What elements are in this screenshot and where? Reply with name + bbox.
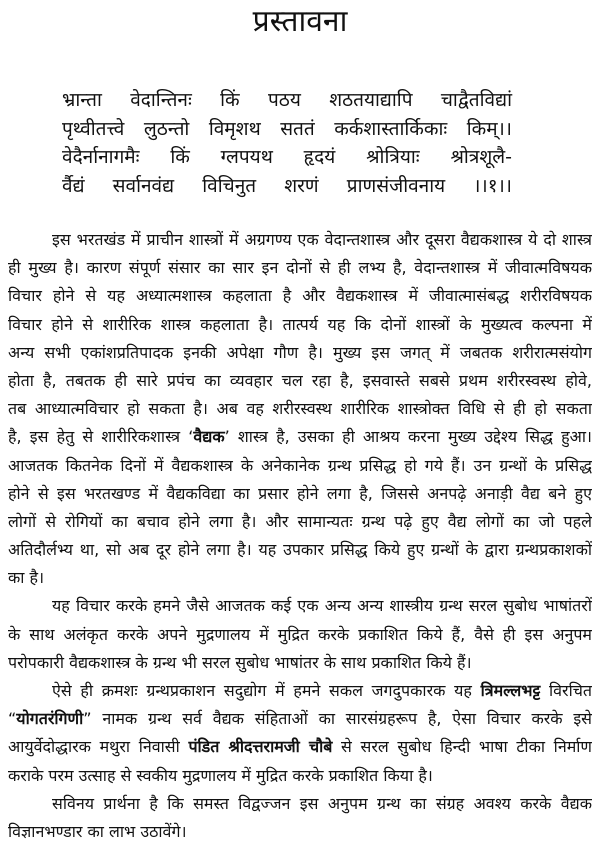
text-segment: ” नामक ग्रन्थ सर्व वैद्यक संहिताओं का सारसंग्रहरूप है, ऐसा विचार करके इसे bbox=[83, 709, 592, 729]
text-segment: यह विचार करके हमने जैसे आजतक कई एक अन्य अन्य शास्त्रीय ग्रन्थ सरल सुबोध भाषांतरों bbox=[52, 596, 592, 616]
text-line bbox=[8, 564, 592, 592]
text-line bbox=[8, 226, 592, 254]
text-segment: अन्य सभी एकांशप्रतिपादक इनकी अपेक्षा गौण है। मुख्य इस जगत् में जबतक शरीरात्मसंयोग bbox=[8, 342, 592, 362]
text-segment: विचार होने से यह अध्यात्मशास्त्र कहलाता है और वैद्यकशास्त्र में जीवात्मासंबद्ध शरीरविषयक bbox=[8, 286, 592, 306]
bold-term: वैद्यक bbox=[193, 427, 225, 447]
text-segment: परोपकारी वैद्यकशास्त्र के ग्रन्थ भी सरल सुबोध भाषांतर के साथ प्रकाशित किये हैं। bbox=[8, 652, 472, 672]
text-segment: विज्ञानभण्डार का लाभ उठावेंगे। bbox=[8, 821, 187, 841]
text-line bbox=[8, 311, 592, 339]
bold-term: योगतरंगिणी bbox=[16, 709, 84, 729]
text-segment: का है। bbox=[8, 568, 45, 588]
verse-line: वेदैर्नानागमैः किं ग्लपयथ हृदयं श्रोत्रियाः श्रोत्रशूलै- bbox=[62, 146, 512, 168]
text-segment: ऐसे ही क्रमशः ग्रन्थप्रकाशन सदुद्योग में हमने सकल जगदुपकारक यह bbox=[52, 681, 481, 700]
paragraph bbox=[8, 592, 592, 677]
text-segment: ही मुख्य है। कारण संपूर्ण संसार का सार इन दोनों से ही लभ्य है, वेदान्तशास्त्र में जीवात्मविषयक bbox=[8, 258, 592, 278]
verse-line: पृथ्वीतत्त्वे लुठन्तो विमृशथ सततं कर्कशास्तार्किकाः किम्।। bbox=[62, 117, 512, 140]
text-segment: होने से इस भरतखण्ड में वैद्यकविद्या का प्रसार होने लगा है, जिससे अनपढ़े अनाड़ी वैद्य बने हुए bbox=[8, 483, 592, 503]
paragraph bbox=[8, 790, 592, 846]
text-segment: है, इस हेतु से शारीरिकशास्त्र ‘ bbox=[8, 427, 194, 447]
text-line bbox=[8, 339, 592, 367]
paragraph bbox=[8, 677, 592, 790]
verse-line: र्वैद्यं सर्वानवंद्य विचिनुत शरणं प्राणसंजीवनाय ।।१।। bbox=[62, 174, 512, 197]
text-line bbox=[8, 818, 592, 846]
text-segment: “ bbox=[8, 709, 17, 729]
text-line bbox=[8, 395, 592, 423]
text-segment: ’ शास्त्र है, उसका ही आश्रय करना मुख्य उद्देश्य सिद्ध हुआ। bbox=[224, 427, 592, 447]
text-segment: लोगों से रोगियों का बचाव होने लगा है। और सामान्यतः ग्रन्थ पढ़े हुए वैद्य लोगों का जो पहले bbox=[8, 511, 592, 531]
text-segment: आजतक कितनेक दिनों में वैद्यकशास्त्र के अनेकानेक ग्रन्थ प्रसिद्ध हो गये हैं। उन ग्रन्थों के प्रसिद्ध bbox=[8, 455, 592, 475]
text-line bbox=[8, 733, 592, 761]
verse-line: भ्रान्ता वेदान्तिनः किं पठय शठतयाद्यापि चाद्वैतविद्यां bbox=[62, 89, 512, 111]
preface-body bbox=[8, 226, 592, 846]
text-segment: से सरल सुबोध हिन्दी भाषा टीका निर्माण bbox=[332, 737, 592, 757]
text-segment: होता है, तबतक ही सारे प्रपंच का व्यवहार चल रहा है, इसवास्ते सबसे प्रथम शरीरस्वस्थ होवे, bbox=[8, 370, 592, 390]
text-line bbox=[8, 592, 592, 620]
page-title: प्रस्तावना bbox=[252, 4, 348, 39]
paragraph bbox=[8, 226, 592, 592]
text-line bbox=[8, 790, 592, 818]
text-line bbox=[8, 649, 592, 677]
text-segment: विचार होने से शारीरिक शास्त्र कहलाता है। तात्पर्य यह कि दोनों शास्त्रों के मुख्यत्व कल्पना में bbox=[8, 314, 592, 334]
text-segment: कराके परम उत्साह से स्वकीय मुद्रणालय में मुद्रित करके प्रकाशित किया है। bbox=[8, 765, 433, 785]
text-line bbox=[8, 452, 592, 480]
text-segment: अतिदौर्लभ्य था, सो अब दूर होने लगा है। यह उपकार प्रसिद्ध किये हुए ग्रन्थों के द्वारा ग्रन्थप्रकाशकों bbox=[8, 540, 592, 560]
text-segment: इस भरतखंड में प्राचीन शास्त्रों में अग्रगण्य एक वेदान्तशास्त्र और दूसरा वैद्यकशास्त्र ये दो शास्त्र bbox=[52, 230, 592, 249]
sanskrit-verse bbox=[62, 86, 512, 200]
text-segment: सविनय प्रार्थना है कि समस्त विद्वज्जन इस अनुपम ग्रन्थ का संग्रह अवश्य करके वैद्यक bbox=[52, 793, 592, 813]
text-line bbox=[8, 762, 592, 790]
text-segment: के साथ अलंकृत करके अपने मुद्रणालय में मुद्रित करके प्रकाशित किये हैं, वैसे ही इस अनुपम bbox=[8, 624, 592, 644]
text-segment: तब आध्यात्मविचार हो सकता है। अब वह शरीरस्वस्थ शारीरिक शास्त्रोक्त विधि से ही हो सकता bbox=[8, 399, 592, 419]
text-line bbox=[8, 480, 592, 508]
bold-term: पंडित श्रीदत्तरामजी चौबे bbox=[188, 737, 333, 757]
text-line bbox=[8, 621, 592, 649]
text-segment: आयुर्वेदोद्धारक मथुरा निवासी bbox=[8, 737, 189, 757]
text-segment: विरचित bbox=[540, 681, 592, 700]
text-line bbox=[8, 254, 592, 282]
text-line bbox=[8, 423, 592, 451]
text-line bbox=[8, 367, 592, 395]
text-line bbox=[8, 508, 592, 536]
bold-term: त्रिमल्लभट्ट bbox=[480, 681, 541, 700]
text-line bbox=[8, 705, 592, 733]
text-line bbox=[8, 536, 592, 564]
text-line bbox=[8, 282, 592, 310]
text-line bbox=[8, 677, 592, 705]
